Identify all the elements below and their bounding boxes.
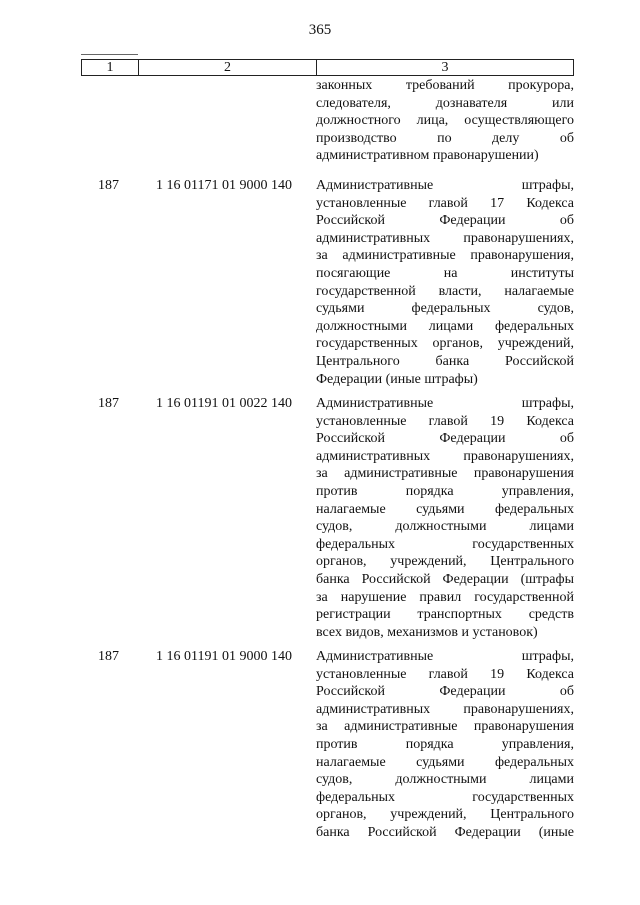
row-number: 187 [98, 649, 119, 664]
description-line: судов, должностными лицами [316, 772, 574, 788]
header-col-2: 2 [139, 60, 317, 75]
budget-code: 1 16 01171 01 9000 140 [156, 178, 292, 193]
description-line: Российской Федерации об [316, 213, 574, 229]
description-line: административном правонарушении) [316, 148, 539, 164]
budget-code: 1 16 01191 01 9000 140 [156, 649, 292, 664]
table-header [81, 59, 574, 76]
description-line: государственной власти, налагаемые [316, 283, 574, 299]
description-line: против порядка управления, [316, 736, 574, 752]
description-line: налагаемые судьями федеральных [316, 754, 574, 770]
description-line: всех видов, механизмов и установок) [316, 624, 538, 640]
header-rule [81, 54, 138, 55]
description-line: Российской Федерации об [316, 431, 574, 447]
description-line: установленные главой 19 Кодекса [316, 413, 574, 429]
description-line: Административные штрафы, [316, 178, 574, 193]
description-line: за нарушение правил государственной [316, 589, 574, 605]
description-line: судов, должностными лицами [316, 519, 574, 535]
entry-description [316, 395, 574, 641]
page-number: 365 [308, 22, 332, 38]
description-line: банка Российской Федерации (штрафы [316, 571, 574, 587]
description-line: за административные правонарушения [316, 719, 574, 735]
description-line: против порядка управления, [316, 483, 574, 499]
entry-description [316, 648, 574, 842]
description-line: Федерации (иные штрафы) [316, 371, 478, 387]
description-line: административных правонарушениях, [316, 448, 574, 464]
description-line: органов, учреждений, Центрального [316, 554, 574, 570]
description-line: банка Российской Федерации (иные [316, 824, 574, 840]
description-line: органов, учреждений, Центрального [316, 807, 574, 823]
description-line: Центрального банка Российской [316, 353, 574, 369]
description-line: установленные главой 17 Кодекса [316, 195, 574, 211]
description-line: за административные правонарушения, [316, 248, 574, 264]
description-line: производство по делу об [316, 130, 574, 146]
budget-code: 1 16 01191 01 0022 140 [156, 396, 292, 411]
header-col-3: 3 [441, 60, 449, 75]
description-line: должностного лица, осуществляющего [316, 113, 574, 129]
description-line: за административные правонарушения [316, 466, 574, 482]
description-line: судьями федеральных судов, [316, 301, 574, 317]
continuation-description [316, 77, 574, 165]
description-line: Российской Федерации об [316, 684, 574, 700]
header-col-1: 1 [82, 60, 139, 75]
description-line: следователя, дознавателя или [316, 95, 574, 111]
description-line: административных правонарушениях, [316, 701, 574, 717]
description-line: законных требований прокурора, [316, 78, 574, 93]
row-number: 187 [98, 178, 119, 193]
row-number: 187 [98, 396, 119, 411]
description-line: федеральных государственных [316, 536, 574, 552]
description-line: Административные штрафы, [316, 649, 574, 664]
description-line: государственных органов, учреждений, [316, 336, 574, 352]
description-line: установленные главой 19 Кодекса [316, 666, 574, 682]
description-line: посягающие на институты [316, 265, 574, 281]
description-line: должностными лицами федеральных [316, 318, 574, 334]
entry-description [316, 177, 574, 388]
description-line: административных правонарушениях, [316, 230, 574, 246]
description-line: Административные штрафы, [316, 396, 574, 411]
description-line: федеральных государственных [316, 789, 574, 805]
description-line: налагаемые судьями федеральных [316, 501, 574, 517]
description-line: регистрации транспортных средств [316, 607, 574, 623]
